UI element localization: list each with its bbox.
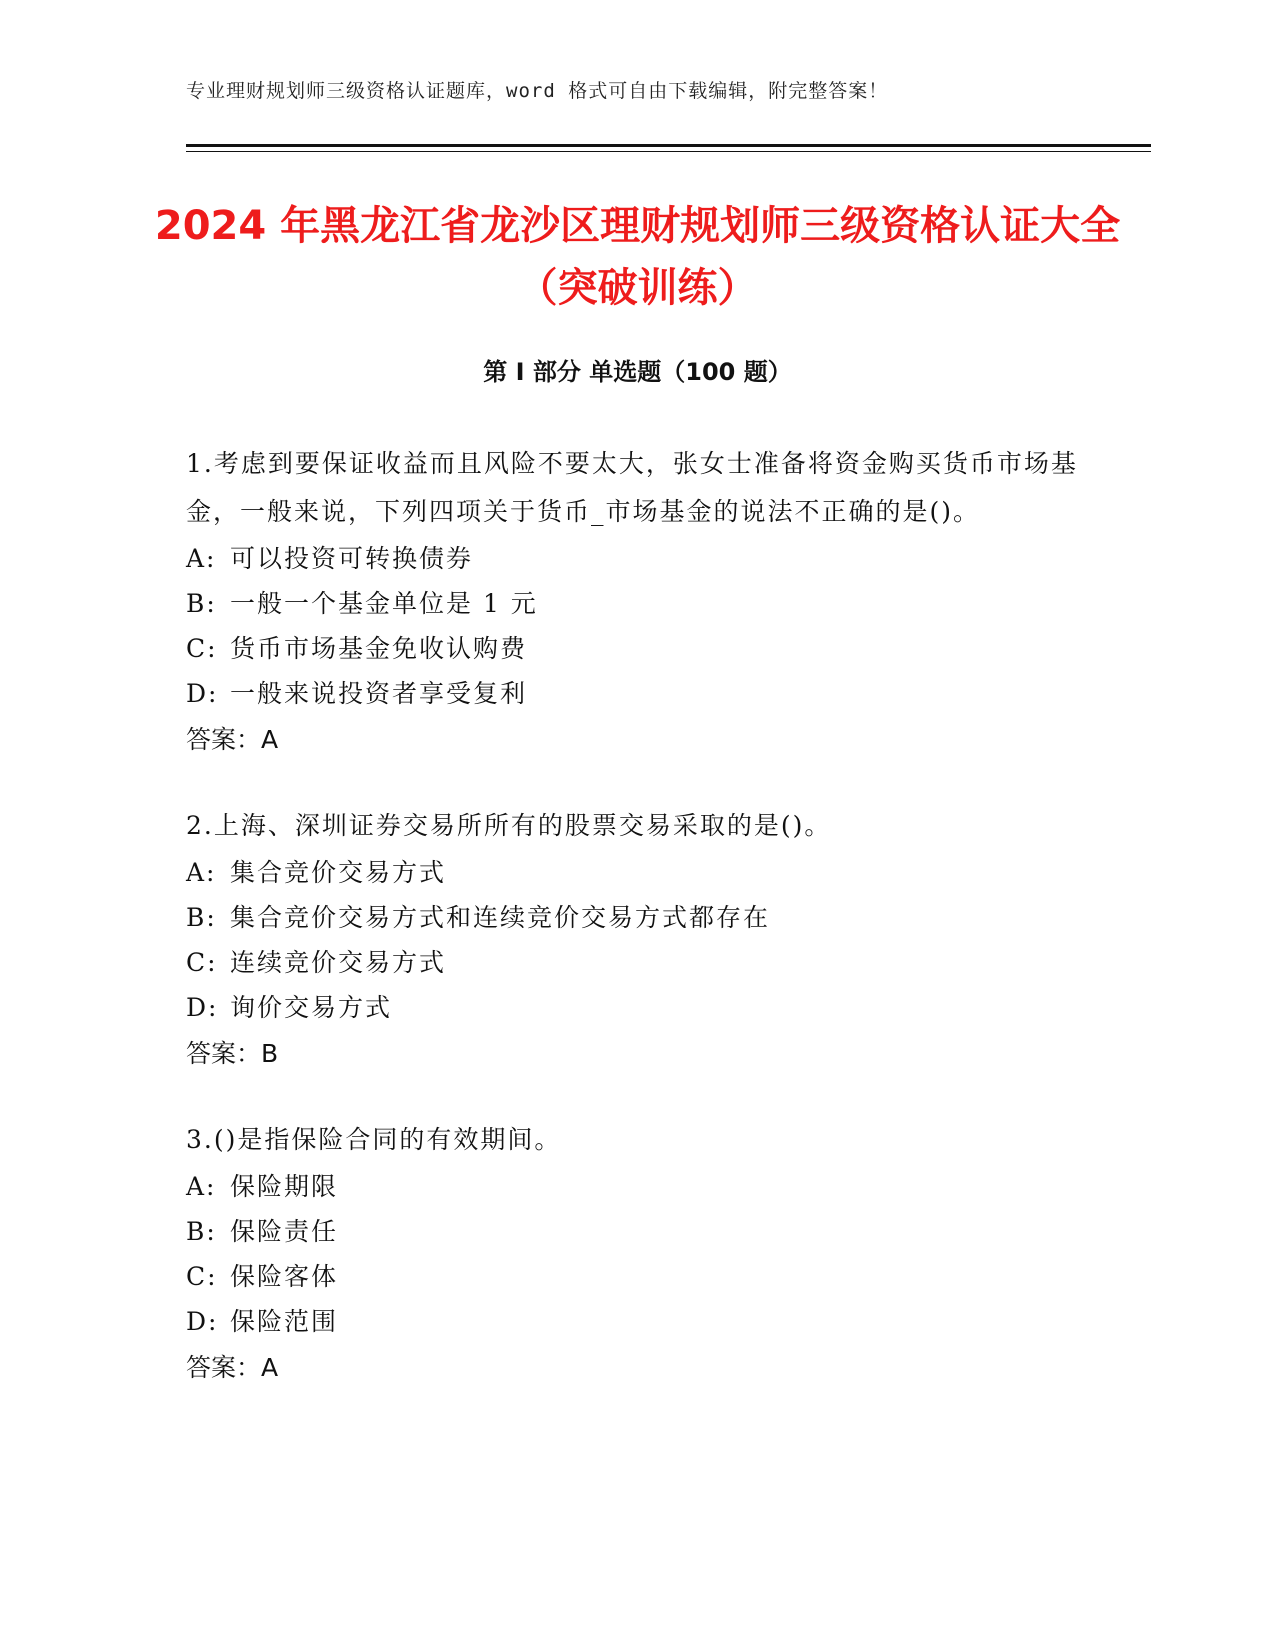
option-key: A: (186, 1172, 217, 1201)
option-text: 集合竞价交易方式 (230, 858, 447, 887)
option-text: 保险期限 (230, 1172, 339, 1201)
option-key: C: (186, 1262, 218, 1291)
section-heading: 第 I 部分 单选题（100 题） (483, 358, 792, 386)
option-b (186, 895, 1086, 940)
option-key: D: (186, 679, 219, 708)
option-text: 保险范围 (230, 1307, 339, 1336)
option-key: A: (186, 858, 217, 887)
question-1 (186, 440, 1086, 764)
option-text: 询价交易方式 (230, 993, 393, 1022)
option-key: A: (186, 544, 217, 573)
answer-line (186, 1030, 1086, 1078)
header-rule-thin (186, 151, 1151, 152)
question-list (186, 440, 1086, 1430)
answer-value: B (261, 1039, 279, 1068)
question-stem: 1.考虑到要保证收益而且风险不要太大，张女士准备将资金购买货币市场基金，一般来说，下列四项关于货币_市场基金的说法不正确的是()。 (186, 449, 1078, 526)
option-text: 集合竞价交易方式和连续竞价交易方式都存在 (230, 903, 771, 932)
option-key: C: (186, 634, 218, 663)
option-text: 一般来说投资者享受复利 (230, 679, 528, 708)
option-d (186, 1299, 1086, 1344)
answer-value: A (261, 1353, 279, 1382)
option-a (186, 850, 1086, 895)
answer-value: A (261, 725, 279, 754)
option-key: C: (186, 948, 218, 977)
question-stem: 3.()是指保险合同的有效期间。 (186, 1125, 562, 1154)
option-key: B: (186, 903, 217, 932)
question-3 (186, 1116, 1086, 1392)
header-rule-thick (186, 144, 1151, 147)
question-2 (186, 802, 1086, 1078)
option-key: D: (186, 993, 219, 1022)
option-key: B: (186, 1217, 217, 1246)
option-text: 保险客体 (230, 1262, 339, 1291)
answer-prefix: 答案： (186, 1353, 262, 1382)
answer-line (186, 1344, 1086, 1392)
option-a (186, 1164, 1086, 1209)
option-b (186, 581, 1086, 626)
option-text: 连续竞价交易方式 (230, 948, 447, 977)
answer-prefix: 答案： (186, 725, 262, 754)
option-b (186, 1209, 1086, 1254)
option-a (186, 536, 1086, 581)
option-text: 货币市场基金免收认购费 (230, 634, 528, 663)
option-c (186, 1254, 1086, 1299)
option-d (186, 671, 1086, 716)
header-note: 专业理财规划师三级资格认证题库，word 格式可自由下载编辑，附完整答案！ (186, 80, 889, 102)
option-text: 一般一个基金单位是 1 元 (230, 589, 538, 618)
option-key: D: (186, 1307, 219, 1336)
option-key: B: (186, 589, 217, 618)
option-text: 可以投资可转换债券 (230, 544, 474, 573)
document-title: 2024 年黑龙江省龙沙区理财规划师三级资格认证大全（突破训练） (154, 203, 1121, 311)
answer-prefix: 答案： (186, 1039, 262, 1068)
option-c (186, 626, 1086, 671)
answer-line (186, 716, 1086, 764)
option-c (186, 940, 1086, 985)
option-d (186, 985, 1086, 1030)
question-stem: 2.上海、深圳证券交易所所有的股票交易采取的是()。 (186, 811, 832, 840)
option-text: 保险责任 (230, 1217, 339, 1246)
